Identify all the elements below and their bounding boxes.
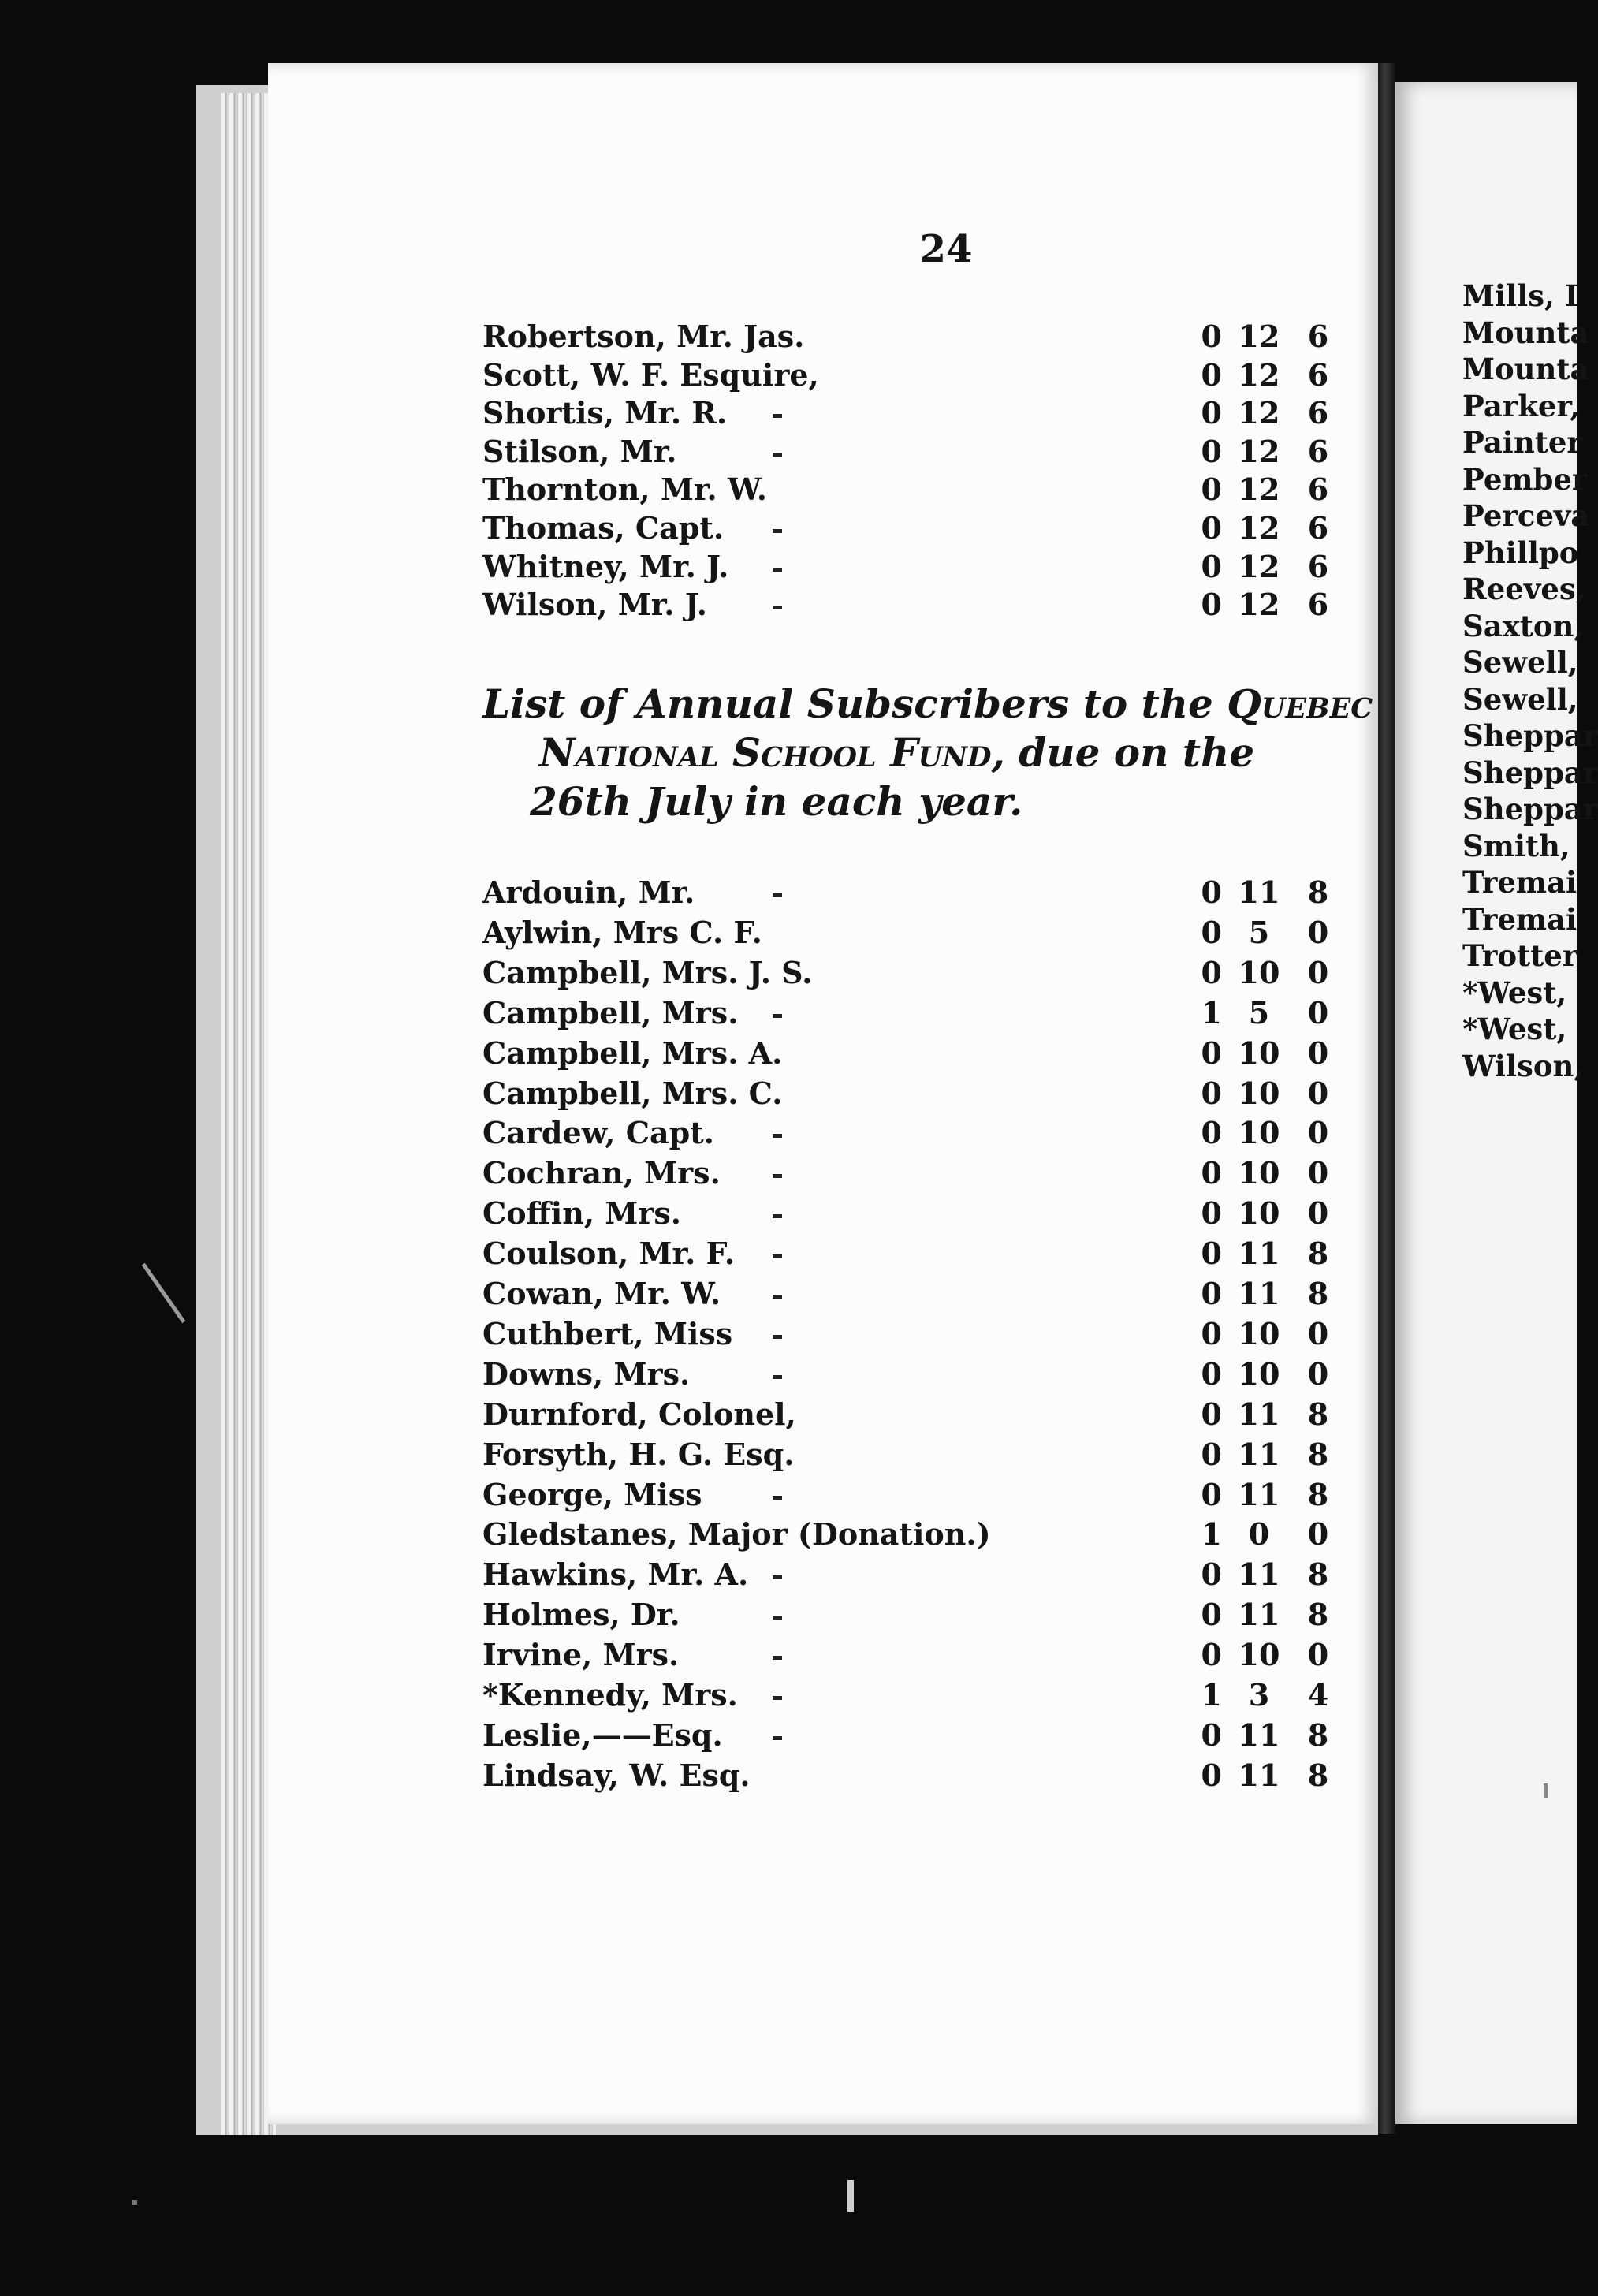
- subscriber-name: Campbell, Mrs. J. S.: [482, 954, 813, 990]
- pounds-value: 0: [1201, 1155, 1222, 1191]
- pounds-value: 0: [1201, 548, 1222, 584]
- leader-dash: [773, 414, 782, 418]
- shillings-value: 10: [1238, 1075, 1280, 1111]
- subscriber-row: [482, 547, 1334, 587]
- facing-page-entry: Sewell,: [1462, 645, 1578, 680]
- pounds-value: 0: [1201, 1115, 1222, 1151]
- facing-page-list: [1462, 278, 1598, 1084]
- pence-value: 0: [1307, 1034, 1329, 1071]
- pence-value: 4: [1307, 1677, 1329, 1713]
- leader-dash: [773, 1134, 782, 1138]
- pounds-value: 0: [1201, 1355, 1222, 1392]
- pounds-value: 0: [1201, 1476, 1222, 1512]
- subscriber-row: [482, 1314, 1334, 1354]
- leader-dash: [773, 1696, 782, 1700]
- leader-dash: [773, 1656, 782, 1660]
- facing-page-entry: Tremai: [1462, 901, 1578, 937]
- pence-value: 8: [1307, 1436, 1329, 1472]
- scan-speck: [132, 2200, 137, 2205]
- leader-dash: [773, 1575, 782, 1579]
- pence-value: 8: [1307, 1556, 1329, 1593]
- subscriber-name: Aylwin, Mrs C. F.: [482, 914, 762, 950]
- subscriber-row: [482, 1355, 1334, 1394]
- facing-page-entry: Sheppar: [1462, 718, 1598, 753]
- pence-value: 0: [1307, 1315, 1329, 1351]
- leader-dash: [773, 1375, 782, 1379]
- pence-value: 0: [1307, 1195, 1329, 1232]
- pounds-value: 0: [1201, 472, 1222, 508]
- shillings-value: 10: [1238, 1034, 1280, 1071]
- pence-value: 8: [1307, 1396, 1329, 1432]
- shillings-value: 3: [1248, 1677, 1270, 1713]
- subscriber-name: Whitney, Mr. J.: [482, 548, 729, 584]
- shillings-value: 11: [1238, 1396, 1280, 1432]
- pounds-value: 0: [1201, 1195, 1222, 1232]
- pence-value: 6: [1307, 356, 1329, 393]
- scan-speck: [142, 1263, 186, 1324]
- subscriber-name: Ardouin, Mr.: [482, 874, 695, 910]
- subscriber-name: Scott, W. F. Esquire,: [482, 356, 819, 393]
- subscriber-row: [482, 356, 1334, 395]
- pence-value: 6: [1307, 472, 1329, 508]
- pounds-value: 0: [1201, 954, 1222, 990]
- shillings-value: 12: [1238, 587, 1280, 623]
- subscriber-row: [482, 1234, 1334, 1273]
- subscriber-name: Campbell, Mrs. A.: [482, 1034, 783, 1071]
- shillings-value: 10: [1238, 1315, 1280, 1351]
- pounds-value: 0: [1201, 356, 1222, 393]
- shillings-value: 11: [1238, 1597, 1280, 1633]
- scan-speck: [847, 2180, 854, 2212]
- shillings-value: 10: [1238, 1115, 1280, 1151]
- pence-value: 8: [1307, 1716, 1329, 1753]
- subscriber-name: Lindsay, W. Esq.: [482, 1757, 751, 1793]
- pence-value: 0: [1307, 994, 1329, 1031]
- shillings-value: 11: [1238, 1757, 1280, 1793]
- subscriber-name: Downs, Mrs.: [482, 1355, 691, 1392]
- subscriber-row: [482, 432, 1334, 472]
- pence-value: 0: [1307, 1355, 1329, 1392]
- subscriber-name: Coffin, Mrs.: [482, 1195, 682, 1232]
- subscriber-row: [482, 585, 1334, 624]
- heading-line-1: List of Annual Subscribers to the Quebec: [482, 680, 1373, 727]
- subscriber-row: [482, 1515, 1334, 1554]
- pounds-value: 0: [1201, 1276, 1222, 1311]
- pence-value: 8: [1307, 874, 1329, 910]
- subscriber-row: [482, 393, 1334, 433]
- subscriber-row: [482, 993, 1334, 1033]
- leader-dash: [773, 1335, 782, 1339]
- subscriber-row: [482, 1395, 1334, 1434]
- shillings-value: 11: [1238, 1716, 1280, 1753]
- pounds-value: 0: [1201, 874, 1222, 910]
- subscriber-row: [482, 317, 1334, 356]
- leader-dash: [773, 1496, 782, 1500]
- shillings-value: 11: [1238, 1276, 1280, 1311]
- leader-dash: [773, 453, 782, 457]
- leader-dash: [773, 1736, 782, 1740]
- subscriber-name: Cuthbert, Miss: [482, 1315, 733, 1351]
- pounds-value: 0: [1201, 914, 1222, 950]
- subscriber-name: Shortis, Mr. R.: [482, 395, 728, 431]
- pence-value: 6: [1307, 319, 1329, 354]
- pounds-value: 0: [1201, 433, 1222, 469]
- subscriber-row: [482, 1756, 1334, 1795]
- facing-page-entry: Pember: [1462, 461, 1588, 497]
- subscriber-row: [482, 470, 1334, 509]
- shillings-value: 5: [1248, 994, 1270, 1031]
- subscriber-row: [482, 873, 1334, 912]
- section-heading: [482, 680, 1373, 826]
- leader-dash: [773, 893, 782, 897]
- facing-page-entry: Sheppar: [1462, 755, 1598, 790]
- shillings-value: 12: [1238, 433, 1280, 469]
- pounds-value: 0: [1201, 1597, 1222, 1633]
- subscriber-name: Wilson, Mr. J.: [482, 587, 708, 623]
- leader-dash: [773, 529, 782, 533]
- subscriber-row: [482, 1034, 1334, 1073]
- subscriber-name: Coulson, Mr. F.: [482, 1236, 735, 1272]
- pounds-value: 0: [1201, 510, 1222, 546]
- facing-page-entry: Mounta: [1462, 352, 1589, 386]
- shillings-value: 11: [1238, 1436, 1280, 1472]
- pence-value: 8: [1307, 1476, 1329, 1512]
- pounds-value: 0: [1201, 1436, 1222, 1472]
- subscriber-name: Robertson, Mr. Jas.: [482, 319, 805, 354]
- subscriber-name: Cardew, Capt.: [482, 1115, 714, 1151]
- subscriber-row: [482, 1435, 1334, 1474]
- subscriber-row: [482, 953, 1334, 993]
- shillings-value: 12: [1238, 319, 1280, 354]
- leader-dash: [773, 1254, 782, 1258]
- shillings-value: 12: [1238, 472, 1280, 508]
- shillings-value: 10: [1238, 1155, 1280, 1191]
- pence-value: 6: [1307, 587, 1329, 623]
- pounds-value: 0: [1201, 1716, 1222, 1753]
- leader-dash: [773, 1295, 782, 1299]
- leader-dash: [773, 606, 782, 609]
- subscriber-row: [482, 1675, 1334, 1715]
- subscriber-name: Irvine, Mrs.: [482, 1637, 680, 1673]
- shillings-value: 12: [1238, 395, 1280, 431]
- shillings-value: 10: [1238, 1355, 1280, 1392]
- subscriber-name: Hawkins, Mr. A.: [482, 1556, 749, 1593]
- shillings-value: 5: [1248, 914, 1270, 950]
- book-gutter: [1378, 63, 1395, 2134]
- facing-page-entry: Mounta: [1462, 315, 1589, 350]
- subscriber-name: Cowan, Mr. W.: [482, 1276, 721, 1311]
- facing-page-entry: Wilson,: [1462, 1048, 1585, 1083]
- shillings-value: 12: [1238, 510, 1280, 546]
- facing-page-entry: Mills, I: [1462, 278, 1579, 313]
- pounds-value: 1: [1201, 1677, 1222, 1713]
- subscriber-name: Campbell, Mrs. C.: [482, 1075, 783, 1111]
- subscriber-row: [482, 1113, 1334, 1153]
- pence-value: 0: [1307, 914, 1329, 950]
- subscriber-row: [482, 1274, 1334, 1314]
- subscriber-name: *Kennedy, Mrs.: [482, 1677, 738, 1713]
- subscriber-row: [482, 1154, 1334, 1193]
- subscriber-name: Durnford, Colonel,: [482, 1396, 796, 1432]
- pence-value: 6: [1307, 433, 1329, 469]
- page-number: 24: [919, 227, 973, 271]
- shillings-value: 10: [1238, 1195, 1280, 1232]
- subscriber-name: Leslie,——Esq.: [482, 1716, 723, 1753]
- shillings-value: 10: [1238, 1637, 1280, 1673]
- shillings-value: 11: [1238, 1236, 1280, 1272]
- shillings-value: 11: [1238, 1556, 1280, 1593]
- leader-dash: [773, 1014, 782, 1018]
- subscriber-name: George, Miss: [482, 1476, 702, 1512]
- subscriber-name: Thornton, Mr. W.: [482, 472, 767, 508]
- leader-dash: [773, 1174, 782, 1178]
- facing-page-entry: Phillpo: [1462, 535, 1579, 570]
- pence-value: 0: [1307, 1115, 1329, 1151]
- subscriber-name: Holmes, Dr.: [482, 1597, 680, 1633]
- pence-value: 0: [1307, 1516, 1329, 1552]
- pounds-value: 0: [1201, 1075, 1222, 1111]
- shillings-value: 12: [1238, 356, 1280, 393]
- shillings-value: 11: [1238, 1476, 1280, 1512]
- facing-page-entry: Reeves,: [1462, 572, 1586, 606]
- subscriber-name: Cochran, Mrs.: [482, 1155, 721, 1191]
- subscriber-row: [482, 1595, 1334, 1634]
- pounds-value: 1: [1201, 994, 1222, 1031]
- pence-value: 0: [1307, 954, 1329, 990]
- pence-value: 8: [1307, 1236, 1329, 1272]
- facing-page-entry: Trotter: [1462, 938, 1578, 973]
- facing-page-entry: Sheppar: [1462, 792, 1598, 826]
- subscriber-row: [482, 1716, 1334, 1755]
- pence-value: 0: [1307, 1155, 1329, 1191]
- pence-value: 6: [1307, 510, 1329, 546]
- shillings-value: 10: [1238, 954, 1280, 990]
- shillings-value: 11: [1238, 874, 1280, 910]
- shillings-value: 12: [1238, 548, 1280, 584]
- facing-page-entry: *West,: [1462, 1012, 1567, 1046]
- facing-page-entry: Saxton,: [1462, 608, 1585, 643]
- pounds-value: 0: [1201, 1034, 1222, 1071]
- subscriber-row: [482, 1555, 1334, 1594]
- pounds-value: 0: [1201, 1315, 1222, 1351]
- subscriber-name: Gledstanes, Major (Donation.): [482, 1516, 991, 1552]
- pence-value: 0: [1307, 1075, 1329, 1111]
- pence-value: 8: [1307, 1757, 1329, 1793]
- facing-page-entry: Sewell,: [1462, 681, 1578, 717]
- pounds-value: 0: [1201, 1236, 1222, 1272]
- pounds-value: 0: [1201, 1396, 1222, 1432]
- pounds-value: 0: [1201, 587, 1222, 623]
- pounds-value: 0: [1201, 319, 1222, 354]
- pounds-value: 0: [1201, 395, 1222, 431]
- subscriber-row: [482, 1475, 1334, 1515]
- facing-page-entry: *West,: [1462, 975, 1567, 1010]
- facing-page-entry: Parker,: [1462, 388, 1581, 423]
- heading-line-3: 26th July in each year.: [530, 778, 1023, 825]
- pence-value: 6: [1307, 395, 1329, 431]
- subscriber-row: [482, 1635, 1334, 1675]
- facing-page-entry: Tremai: [1462, 865, 1578, 900]
- shillings-value: 0: [1248, 1516, 1270, 1552]
- subscriber-row: [482, 913, 1334, 952]
- facing-page-entry: Perceva: [1462, 498, 1590, 533]
- subscriber-name: Forsyth, H. G. Esq.: [482, 1436, 795, 1472]
- subscriber-name: Stilson, Mr.: [482, 433, 677, 469]
- facing-page-entry: Smith,: [1462, 828, 1570, 863]
- subscriber-name: Thomas, Capt.: [482, 510, 725, 546]
- pence-value: 0: [1307, 1637, 1329, 1673]
- pounds-value: 0: [1201, 1757, 1222, 1793]
- pounds-value: 0: [1201, 1637, 1222, 1673]
- leader-dash: [773, 1616, 782, 1620]
- subscriber-name: Campbell, Mrs.: [482, 994, 739, 1031]
- leader-dash: [773, 568, 782, 572]
- subscriber-row: [482, 1074, 1334, 1113]
- scan-speck: [1544, 1784, 1548, 1798]
- heading-line-2: National School Fund, due on the: [539, 729, 1255, 776]
- pounds-value: 0: [1201, 1556, 1222, 1593]
- pounds-value: 1: [1201, 1516, 1222, 1552]
- pence-value: 6: [1307, 548, 1329, 584]
- subscriber-row: [482, 1194, 1334, 1233]
- facing-page-entry: Painter: [1462, 425, 1582, 460]
- pence-value: 8: [1307, 1597, 1329, 1633]
- subscriber-row: [482, 509, 1334, 548]
- pence-value: 8: [1307, 1276, 1329, 1311]
- leader-dash: [773, 1214, 782, 1218]
